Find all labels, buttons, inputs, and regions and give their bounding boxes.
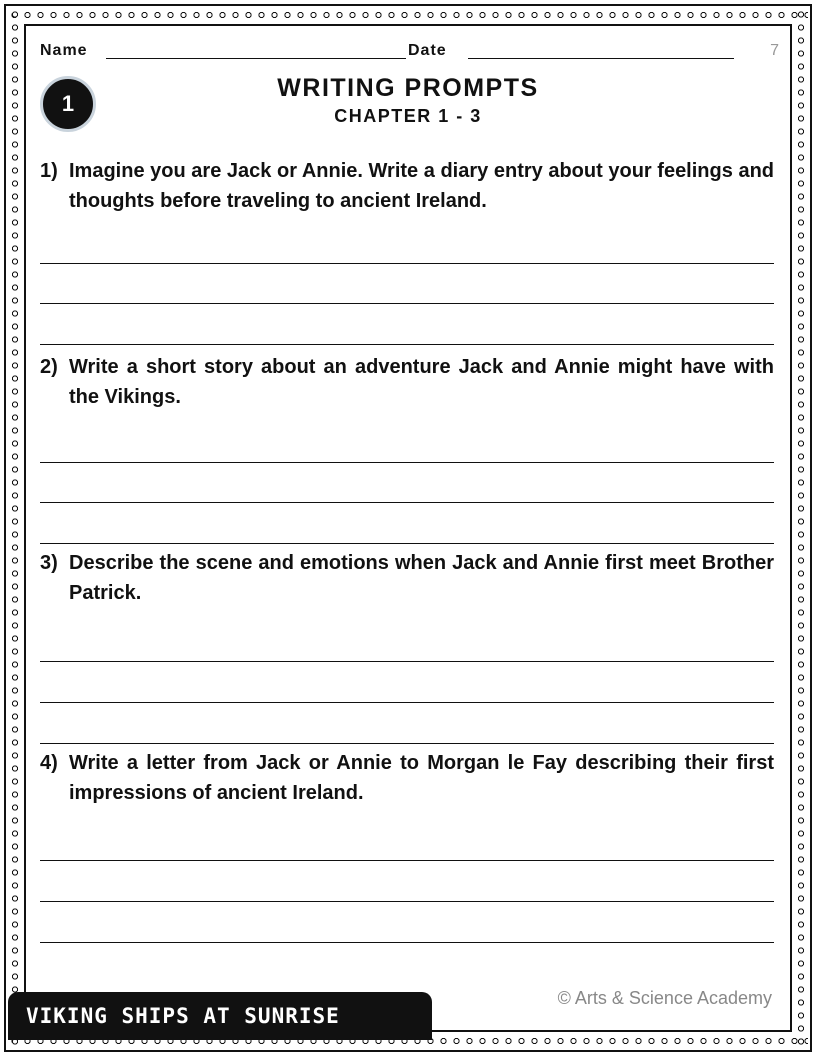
prompt-number: 2) [40, 356, 58, 378]
copyright-notice: © Arts & Science Academy [557, 988, 772, 1008]
name-label: Name [40, 42, 88, 59]
answer-line[interactable] [40, 702, 774, 703]
decorative-border-right [794, 8, 808, 1048]
answer-line[interactable] [40, 263, 774, 264]
answer-line[interactable] [40, 743, 774, 744]
prompt-number: 1) [40, 160, 58, 182]
section-number-badge: 1 [40, 76, 96, 132]
prompt-text: Imagine you are Jack or Annie. Write a diary entry about your feelings and thoughts before traveling to ancient Ireland. [69, 160, 774, 212]
answer-line[interactable] [40, 860, 774, 861]
decorative-border-left [8, 8, 22, 1048]
worksheet [26, 26, 790, 1030]
answer-line[interactable] [40, 502, 774, 503]
answer-line[interactable] [40, 344, 774, 345]
answer-line[interactable] [40, 462, 774, 463]
prompt-3 [40, 548, 774, 608]
date-label: Date [408, 42, 447, 59]
prompt-number: 4) [40, 752, 58, 774]
book-title-tag: VIKING SHIPS AT SUNRISE [8, 992, 432, 1040]
answer-line[interactable] [40, 661, 774, 662]
date-field[interactable] [468, 58, 734, 59]
prompt-4 [40, 748, 774, 808]
prompt-text: Write a letter from Jack or Annie to Morgan le Fay describing their first impressions of ancient Ireland. [69, 752, 774, 804]
answer-line[interactable] [40, 543, 774, 544]
page-subtitle: CHAPTER 1 - 3 [334, 106, 482, 126]
prompt-number: 3) [40, 552, 58, 574]
answer-line[interactable] [40, 901, 774, 902]
answer-line[interactable] [40, 942, 774, 943]
prompt-1 [40, 156, 774, 216]
answer-line[interactable] [40, 303, 774, 304]
header-row [40, 42, 780, 62]
prompt-text: Describe the scene and emotions when Jack and Annie first meet Brother Patrick. [69, 552, 774, 604]
page-title: WRITING PROMPTS [277, 74, 539, 102]
page-number: 7 [770, 42, 780, 59]
prompt-2 [40, 352, 774, 412]
name-field[interactable] [106, 58, 406, 59]
prompt-text: Write a short story about an adventure Jack and Annie might have with the Vikings. [69, 356, 774, 408]
decorative-border-top [8, 8, 808, 22]
